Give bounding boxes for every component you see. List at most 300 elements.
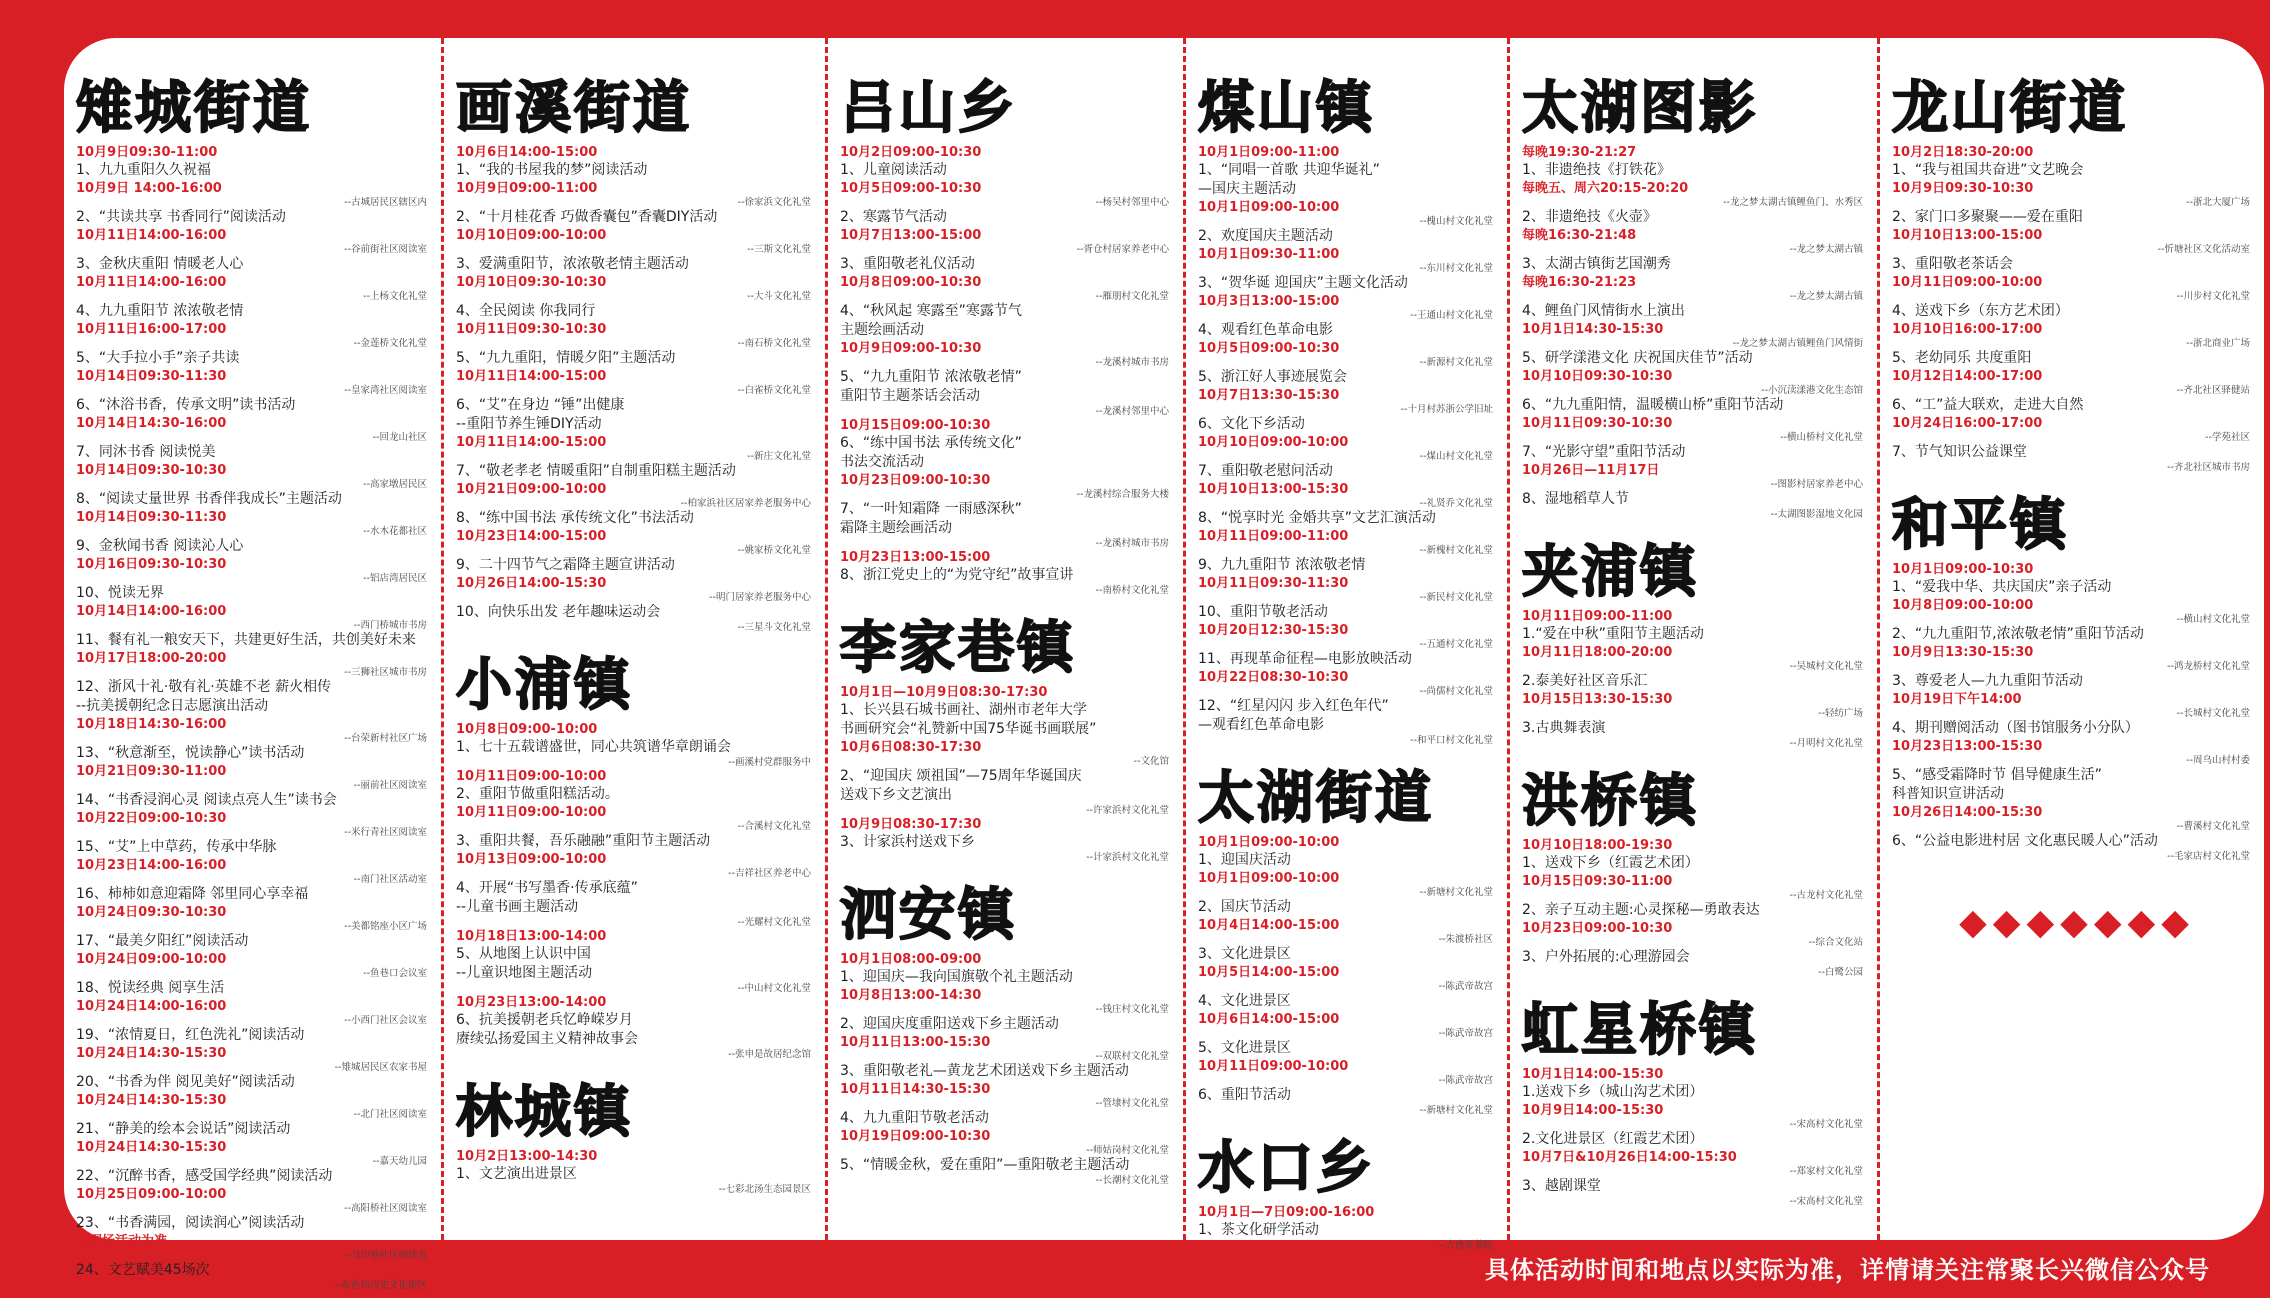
event-activity: 2、“迎国庆 颂祖国”—75周年华诞国庆 [840, 768, 1082, 784]
section-title: 雉城街道 [76, 76, 312, 141]
event-time: 10月23日13:00-14:00 [456, 995, 607, 1010]
event-entry [1522, 509, 1869, 520]
event-activity: 1、“爱我中华、共庆国庆”亲子活动 [1892, 579, 2112, 595]
event-activity: 1、七十五载谱盛世，同心共筑谱华章朗诵会 [456, 739, 731, 755]
event-time: 10月18日13:00-14:00 [456, 929, 607, 944]
event-entry [1522, 1149, 1869, 1177]
event-entry [456, 302, 817, 321]
event-time: 每晚16:30-21:48 [1522, 228, 1637, 243]
event-activity: 15、“艾”上中草药，传承中华脉 [76, 839, 277, 855]
star-icon: ◆ [2026, 902, 2055, 943]
event-location: --米行青社区阅读室 [344, 827, 427, 838]
event-entry [1522, 608, 1869, 644]
event-entry [76, 1167, 433, 1186]
event-activity: 2、“九九重阳节,浓浓敬老情”重阳节活动 [1892, 626, 2144, 642]
event-entry [76, 951, 433, 979]
event-location: --郑家村文化礼堂 [1789, 1166, 1863, 1177]
event-activity: 7、同沐书香 阅读悦美 [76, 444, 216, 460]
event-list [456, 721, 817, 1060]
event-activity: 9、金秋闻书香 阅读沁人心 [76, 538, 244, 554]
event-activity: 科普知识宣讲活动 [1892, 786, 2004, 802]
event-time: 10月24日14:00-16:00 [76, 999, 227, 1014]
event-entry [456, 144, 817, 180]
event-entry [1892, 738, 2256, 766]
event-entry [840, 321, 1175, 340]
event-entry [456, 851, 817, 879]
event-activity: 1、文艺演出进景区 [456, 1166, 577, 1182]
event-activity: 1、“同唱一首歌 共迎华诞礼” [1198, 162, 1380, 178]
event-time: 10月2日09:00-10:30 [840, 145, 982, 160]
event-time: 10月9日09:30-11:00 [76, 145, 218, 160]
event-entry [1198, 227, 1499, 246]
event-entry [840, 786, 1175, 816]
event-time: 10月1日—10月9日08:30-17:30 [840, 685, 1048, 700]
event-entry [1892, 180, 2256, 208]
event-time: 10月11日14:00-16:00 [76, 275, 227, 290]
event-activity: 18、悦读经典 阅享生活 [76, 980, 225, 996]
event-location: --许家浜村文化礼堂 [1086, 805, 1169, 816]
event-entry [1892, 396, 2256, 415]
event-location: --十月村苏浙公学旧址 [1400, 404, 1493, 415]
event-entry [76, 1045, 433, 1073]
event-location: --文化馆 [1133, 756, 1169, 767]
event-time: 10月8日09:00-10:00 [456, 722, 598, 737]
event-entry [456, 180, 817, 208]
event-location: --综合文化站 [1808, 937, 1863, 948]
event-location: --杨吴村邻里中心 [1095, 197, 1169, 208]
event-time: 10月26日—11月17日 [1522, 463, 1660, 478]
event-entry [1892, 255, 2256, 274]
event-entry [1522, 274, 1869, 302]
event-entry [1198, 650, 1499, 669]
event-list [1522, 144, 1869, 520]
event-activity: 7、节气知识公益课堂 [1892, 444, 2027, 460]
event-entry [456, 321, 817, 349]
event-time: 10月13日09:00-10:00 [456, 852, 607, 867]
event-entry [840, 767, 1175, 786]
event-entry [76, 396, 433, 415]
event-entry [1522, 967, 1869, 978]
event-entry [1522, 948, 1869, 967]
event-activity: 4、鲤鱼门风情街水上演出 [1522, 303, 1685, 319]
event-location: --南石桥文化礼堂 [737, 338, 811, 349]
event-entry [76, 1092, 433, 1120]
event-entry [76, 998, 433, 1026]
event-activity: 书画研究会“礼赞新中国75华诞书画联展” [840, 721, 1097, 737]
event-entry [456, 721, 817, 757]
event-entry [456, 368, 817, 396]
event-list [1522, 1066, 1869, 1207]
event-entry [456, 768, 817, 804]
event-time: 10月11日09:30-10:30 [456, 322, 607, 337]
event-entry [76, 697, 433, 716]
event-entry [840, 227, 1175, 255]
event-entry [456, 1030, 817, 1060]
event-entry [76, 415, 433, 443]
event-entry [1198, 697, 1499, 716]
event-entry [76, 1139, 433, 1167]
section-title: 夹浦镇 [1522, 540, 1699, 605]
event-entry [1198, 434, 1499, 462]
event-time: 10月23日09:00-10:30 [840, 473, 991, 488]
event-entry [1892, 644, 2256, 672]
event-activity: 3、重阳敬老礼—黄龙艺术团送戏下乡主题活动 [840, 1063, 1129, 1079]
event-location: --浙北商业广场 [2186, 338, 2250, 349]
event-activity: 3、爱满重阳节，浓浓敬老情主题活动 [456, 256, 689, 272]
section-title: 太湖街道 [1198, 766, 1434, 831]
event-location: --图影村居家养老中心 [1770, 479, 1863, 490]
event-entry [76, 904, 433, 932]
event-location: --龙溪村城市书房 [1095, 538, 1169, 549]
event-list [456, 144, 817, 633]
event-time: 10月1日—7日09:00-16:00 [1198, 1205, 1375, 1220]
event-time: 10月2日13:00-14:30 [456, 1149, 598, 1164]
event-location: --小沉渎漾港文化生态馆 [1761, 385, 1863, 396]
event-entry [840, 340, 1175, 368]
event-entry [76, 180, 433, 208]
event-entry [840, 208, 1175, 227]
event-activity: 2、“十月桂花香 巧做香囊包”香囊DIY活动 [456, 209, 718, 225]
column-2 [444, 38, 828, 1240]
event-time: 10月9日09:30-10:30 [1892, 181, 2034, 196]
event-time: 10月14日09:30-10:30 [76, 463, 227, 478]
event-activity: 8、湿地稻草人节 [1522, 491, 1629, 507]
event-time: 10月22日08:30-10:30 [1198, 670, 1349, 685]
event-time: 10月5日09:00-10:30 [840, 181, 982, 196]
column-5 [1510, 38, 1880, 1240]
event-entry [840, 1081, 1175, 1109]
event-entry [1522, 255, 1869, 274]
event-entry [840, 1156, 1175, 1175]
event-entry [840, 302, 1175, 321]
event-entry [840, 180, 1175, 208]
event-location: --水木花都社区 [363, 526, 427, 537]
event-entry [76, 1233, 433, 1261]
event-entry [840, 1175, 1175, 1186]
event-time: 10月11日14:00-15:00 [456, 435, 607, 450]
event-entry [456, 434, 817, 462]
event-location: --毛家店村文化礼堂 [2167, 851, 2250, 862]
event-location: --西门桥城市书房 [353, 620, 427, 631]
event-entry [1522, 1196, 1869, 1207]
event-activity: 10、重阳节敬老活动 [1198, 604, 1328, 620]
event-location: --台荣新村社区广场 [344, 733, 427, 744]
event-activity: 1、长兴县石城书画社、湖州市老年大学 [840, 702, 1087, 718]
event-entry [1198, 716, 1499, 735]
event-location: --柏家浜社区居家养老服务中心 [680, 498, 811, 509]
event-location: --轻纺广场 [1818, 708, 1863, 719]
event-activity: 1、茶文化研学活动 [1198, 1222, 1319, 1238]
event-activity: 3、尊爱老人—九九重阳节活动 [1892, 673, 2083, 689]
section-title: 煤山镇 [1198, 76, 1375, 141]
event-entry [1198, 321, 1499, 340]
event-time: 10月11日09:00-10:00 [456, 805, 607, 820]
event-time: 10月10日09:30-10:30 [456, 275, 607, 290]
event-entry [840, 585, 1175, 596]
event-location: --吴城村文化礼堂 [1789, 661, 1863, 672]
event-location: --计家浜村文化礼堂 [1086, 852, 1169, 863]
event-activity: 21、“静美的绘本会说话”阅读活动 [76, 1121, 291, 1137]
event-activity: 2、重阳节做重阳糕活动。 [456, 786, 619, 802]
event-entry [840, 387, 1175, 406]
event-activity: 12、浙风十礼·敬有礼·英雄不老 薪火相传 [76, 679, 332, 695]
event-entry [1198, 1058, 1499, 1086]
event-location: --横山村文化礼堂 [2176, 614, 2250, 625]
event-entry [1522, 644, 1869, 672]
event-entry [840, 255, 1175, 274]
event-location: --明门居家养老服务中心 [709, 592, 811, 603]
event-location: --学苑社区 [2205, 432, 2250, 443]
event-entry [76, 1214, 433, 1233]
section-title: 泗安镇 [840, 883, 1017, 948]
event-entry [76, 1073, 433, 1092]
event-location: --大斗文化礼堂 [747, 291, 811, 302]
section-title: 水口乡 [1198, 1136, 1375, 1201]
event-activity: 赓续弘扬爱国主义精神故事会 [456, 1031, 638, 1047]
event-entry [76, 321, 433, 349]
event-location: --宋高村文化礼堂 [1789, 1119, 1863, 1130]
event-time: 10月26日14:00-15:30 [456, 576, 607, 591]
event-time: 10月9日09:00-10:30 [840, 341, 982, 356]
event-activity: 2、寒露节气活动 [840, 209, 947, 225]
event-entry [1892, 349, 2256, 368]
event-location: --高阳桥社区阅读室 [344, 1203, 427, 1214]
event-location: --宋高村文化礼堂 [1789, 1196, 1863, 1207]
event-entry [456, 832, 817, 851]
section-title: 小浦镇 [456, 653, 633, 718]
event-entry [76, 1261, 433, 1280]
event-entry [76, 509, 433, 537]
event-time: 10月11日14:00-15:00 [456, 369, 607, 384]
event-entry [1522, 1066, 1869, 1102]
event-location: --古城居民区辖区内 [344, 197, 427, 208]
event-location: --川步村文化礼堂 [2176, 291, 2250, 302]
event-location: --白鹭公园 [1818, 967, 1863, 978]
event-entry [1892, 691, 2256, 719]
event-entry [1198, 870, 1499, 898]
event-activity: 6、“工”益大联欢，走进大自然 [1892, 397, 2084, 413]
event-location: --鱼巷口会议室 [363, 968, 427, 979]
event-entry [76, 443, 433, 462]
event-time: 以现场活动为准 [76, 1234, 168, 1249]
event-time: 10月14日09:30-11:30 [76, 369, 227, 384]
event-entry [76, 885, 433, 904]
event-location: --和平口村文化礼堂 [1410, 735, 1493, 746]
event-activity: 6、“沐浴书香，传承文明”读书活动 [76, 397, 296, 413]
event-activity: 送戏下乡文艺演出 [840, 787, 952, 803]
event-entry [840, 406, 1175, 417]
event-entry [456, 757, 817, 768]
event-location: --长潮村文化礼堂 [1095, 1175, 1169, 1186]
event-entry [76, 584, 433, 603]
event-location: --北门社区阅读室 [353, 1109, 427, 1120]
event-time: 10月11日18:00-20:00 [1522, 645, 1673, 660]
event-activity: --儿童识地图主题活动 [456, 965, 593, 981]
event-entry [1892, 804, 2256, 832]
event-entry [76, 490, 433, 509]
event-entry [1522, 1130, 1869, 1149]
event-activity: 2、国庆节活动 [1198, 899, 1291, 915]
event-location: --新塘村文化礼堂 [1419, 1105, 1493, 1116]
event-location: --煤山村文化礼堂 [1419, 451, 1493, 462]
event-activity: 1、儿童阅读活动 [840, 162, 947, 178]
event-activity: 2、“共读共享 书香同行”阅读活动 [76, 209, 286, 225]
event-list [1198, 144, 1499, 746]
event-activity: 3、重阳敬老礼仪活动 [840, 256, 975, 272]
event-location: --画溪村党群服务中 [728, 757, 811, 768]
footer-note: 具体活动时间和地点以实际为准，详情请关注常聚长兴微信公众号 [1485, 1256, 2210, 1284]
event-entry [76, 791, 433, 810]
event-entry [456, 396, 817, 415]
event-activity: 5、“感受霜降时节 倡导健康生活” [1892, 767, 2102, 783]
event-location: --齐北社区城市书房 [2167, 462, 2250, 473]
event-entry [1198, 144, 1499, 180]
event-activity: --重阳节养生锤DIY活动 [456, 416, 602, 432]
event-list [1198, 834, 1499, 1116]
event-entry [1198, 340, 1499, 368]
event-time: 10月7日13:00-15:00 [840, 228, 982, 243]
event-entry [840, 144, 1175, 180]
event-entry [840, 816, 1175, 852]
event-location: --南桥村文化礼堂 [1095, 585, 1169, 596]
event-entry [456, 917, 817, 928]
event-location: --东鱼坊历史文化街区 [334, 1280, 427, 1291]
event-time: 10月24日09:30-10:30 [76, 905, 227, 920]
event-time: 10月11日16:00-17:00 [76, 322, 227, 337]
event-activity: 2、欢度国庆主题活动 [1198, 228, 1333, 244]
event-entry [1198, 669, 1499, 697]
column-3 [828, 38, 1186, 1240]
event-entry [456, 509, 817, 528]
event-time: 10月11日09:00-10:00 [1198, 1059, 1349, 1074]
section-title: 洪桥镇 [1522, 769, 1699, 834]
event-activity: 3、文化进景区 [1198, 946, 1291, 962]
event-location: --胥仓村居家养老中心 [1076, 244, 1169, 255]
event-entry [1892, 321, 2256, 349]
event-entry [1198, 387, 1499, 415]
event-location: --槐山村文化礼堂 [1419, 216, 1493, 227]
event-activity: 5、“九九重阳，情暖夕阳”主题活动 [456, 350, 676, 366]
event-time: 10月9日14:00-15:30 [1522, 1103, 1664, 1118]
event-time: 10月8日13:00-14:30 [840, 988, 982, 1003]
event-entry [840, 739, 1175, 767]
event-time: 每晚五、周六20:15-20:20 [1522, 181, 1689, 196]
event-activity: 1、迎国庆活动 [1198, 852, 1291, 868]
event-location: --钱庄村文化礼堂 [1095, 1004, 1169, 1015]
event-time: 10月24日16:00-17:00 [1892, 416, 2043, 431]
event-entry [840, 1015, 1175, 1034]
event-entry [76, 274, 433, 302]
event-entry [1522, 1102, 1869, 1130]
event-activity: 12、“红星闪闪 步入红色年代” [1198, 698, 1389, 714]
event-activity: 1、非遗绝技《打铁花》 [1522, 162, 1671, 178]
event-time: 10月17日18:00-20:00 [76, 651, 227, 666]
event-time: 10月20日12:30-15:30 [1198, 623, 1349, 638]
event-activity: 6、“九九重阳情，温暖横山桥”重阳节活动 [1522, 397, 1784, 413]
event-list [840, 951, 1175, 1186]
event-activity: 2、家门口多聚聚——爱在重阳 [1892, 209, 2083, 225]
event-time: 10月11日09:00-10:00 [456, 769, 607, 784]
event-time: 10月19日09:00-10:30 [840, 1129, 991, 1144]
event-location: --七彩北汤生态园景区 [718, 1184, 811, 1195]
event-entry [456, 274, 817, 302]
event-entry [1522, 396, 1869, 415]
event-activity: 4、全民阅读 你我同行 [456, 303, 596, 319]
event-time: 10月1日09:00-10:00 [1198, 835, 1340, 850]
event-time: 10月25日09:00-10:00 [76, 1187, 227, 1202]
event-location: --谷前街社区阅读室 [344, 244, 427, 255]
event-entry [76, 650, 433, 678]
event-time: 10月23日13:00-15:30 [1892, 739, 2043, 754]
event-time: 10月10日09:00-10:00 [456, 228, 607, 243]
star-icon: ◆ [2060, 902, 2088, 943]
section-title: 和平镇 [1892, 493, 2069, 558]
section-title: 林城镇 [456, 1080, 633, 1145]
event-activity: 3、“贺华诞 迎国庆”主题文化活动 [1198, 275, 1408, 291]
event-activity: 6、重阳节活动 [1198, 1087, 1291, 1103]
star-icon: ◆ [2127, 902, 2156, 943]
event-time: 10月1日08:00-09:00 [840, 952, 982, 967]
event-time: 10月12日14:00-17:00 [1892, 369, 2043, 384]
event-entry [456, 481, 817, 509]
event-entry [76, 678, 433, 697]
event-entry [1522, 208, 1869, 227]
event-entry [1522, 837, 1869, 873]
event-entry [76, 716, 433, 744]
event-entry [76, 1186, 433, 1214]
event-activity: 22、“沉醉书香，感受国学经典”阅读活动 [76, 1168, 333, 1184]
section-title: 虹星桥镇 [1522, 998, 1758, 1063]
event-entry [1198, 575, 1499, 603]
event-entry [1198, 735, 1499, 746]
event-entry [1892, 625, 2256, 644]
event-location: --尚儒村文化礼堂 [1419, 686, 1493, 697]
event-location: --周乌山村村委 [2186, 755, 2250, 766]
event-entry [456, 415, 817, 434]
event-time: 10月14日14:00-16:00 [76, 604, 227, 619]
event-activity: 11、再现革命征程—电影放映活动 [1198, 651, 1412, 667]
event-entry [456, 208, 817, 227]
event-location: --王通山村文化礼堂 [1410, 310, 1493, 321]
event-time: 10月11日09:30-11:30 [1198, 576, 1349, 591]
event-entry [1198, 415, 1499, 434]
event-entry [456, 349, 817, 368]
event-entry [1198, 898, 1499, 917]
event-entry [76, 631, 433, 650]
event-activity: 17、“最美夕阳红”阅读活动 [76, 933, 249, 949]
event-activity: 23、“书香满园，阅读润心”阅读活动 [76, 1215, 305, 1231]
event-location: --新槐村文化礼堂 [1419, 545, 1493, 556]
event-activity: 4、九九重阳节 浓浓敬老情 [76, 303, 244, 319]
event-time: 10月6日14:00-15:00 [456, 145, 598, 160]
event-time: 10月9日 14:00-16:00 [76, 181, 222, 196]
event-activity: 1、迎国庆—我向国旗敬个礼主题活动 [840, 969, 1073, 985]
event-activity: —国庆主题活动 [1198, 181, 1296, 197]
event-list [76, 144, 433, 1291]
event-time: 10月23日14:00-15:00 [456, 529, 607, 544]
event-activity: 4、送戏下乡（东方艺术团） [1892, 303, 2069, 319]
column-6 [1880, 38, 2264, 1240]
event-location: --东川村文化礼堂 [1419, 263, 1493, 274]
event-entry [1522, 719, 1869, 738]
event-entry [1198, 917, 1499, 945]
event-location: --马巾巷社区阅读室 [344, 1250, 427, 1261]
event-entry [1892, 415, 2256, 443]
event-entry [1522, 443, 1869, 462]
event-time: 每晚19:30-21:27 [1522, 145, 1637, 160]
event-entry [1198, 1105, 1499, 1116]
star-icon: ◆ [2093, 902, 2122, 943]
